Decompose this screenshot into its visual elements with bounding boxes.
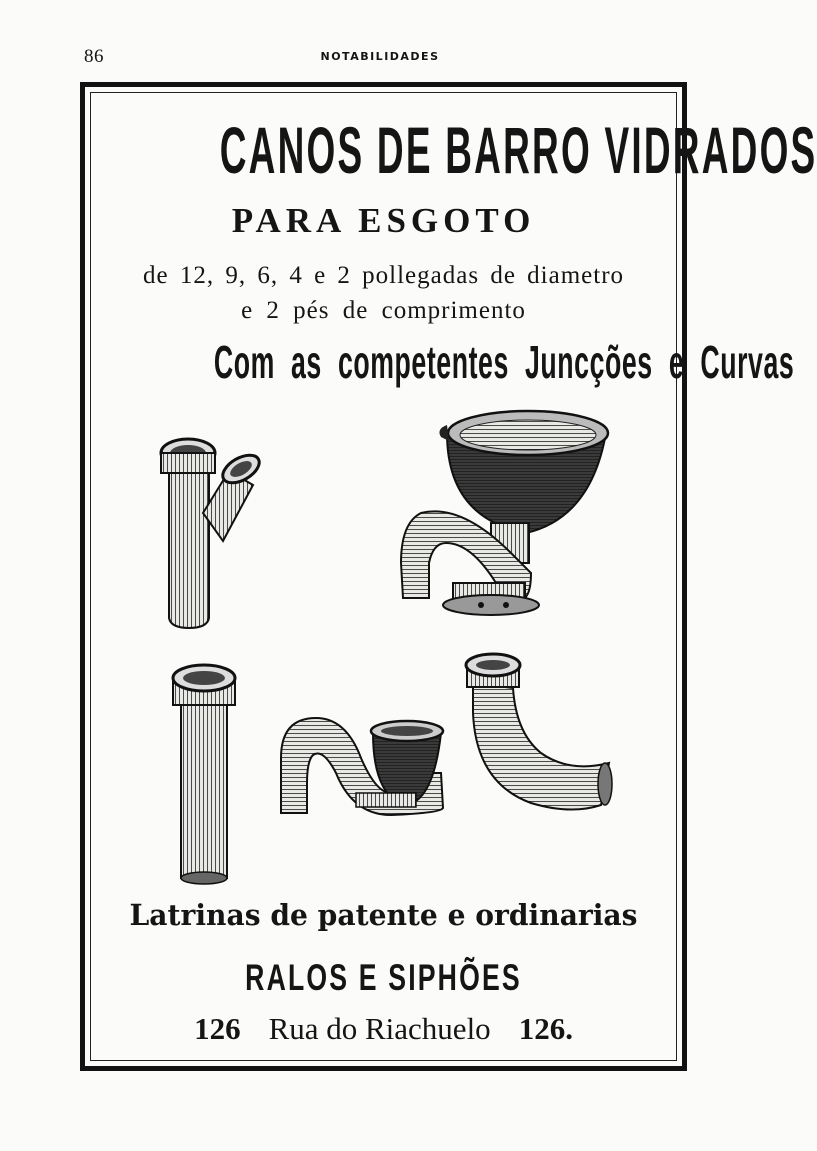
ad-connections-line: Com as competentes Juncções e Curvas <box>213 336 795 388</box>
ad-subheading: PARA ESGOTO <box>231 201 536 240</box>
page-number: 86 <box>84 46 104 67</box>
straight-socket-pipe-illustration <box>173 665 235 884</box>
street-name: Rua do Riachuelo <box>268 1011 491 1046</box>
s-trap-illustration <box>281 718 443 815</box>
ad-headline: CANOS DE BARRO VIDRADOS <box>219 113 817 187</box>
advertisement-frame <box>80 82 817 1071</box>
curved-pipe-bend-illustration <box>466 654 612 810</box>
toilet-bowl-with-trap-illustration <box>401 411 608 615</box>
running-head: NOTABILIDADES <box>320 50 440 63</box>
advertisement-inner-border <box>90 92 817 1061</box>
street-number-right: 126. <box>518 1011 573 1046</box>
ad-latrines-line: Latrinas de patente e ordinarias <box>129 898 638 932</box>
ad-dimensions-line-1: de 12, 9, 6, 4 e 2 pollegadas de diametro <box>142 262 625 289</box>
ad-address <box>91 1013 676 1044</box>
ad-dimensions-line-2: e 2 pés de comprimento <box>241 297 526 324</box>
street-number-left: 126 <box>194 1011 241 1046</box>
ad-drains-line: RALOS E SIPHÕES <box>245 957 522 998</box>
y-junction-pipe-illustration <box>161 439 264 628</box>
